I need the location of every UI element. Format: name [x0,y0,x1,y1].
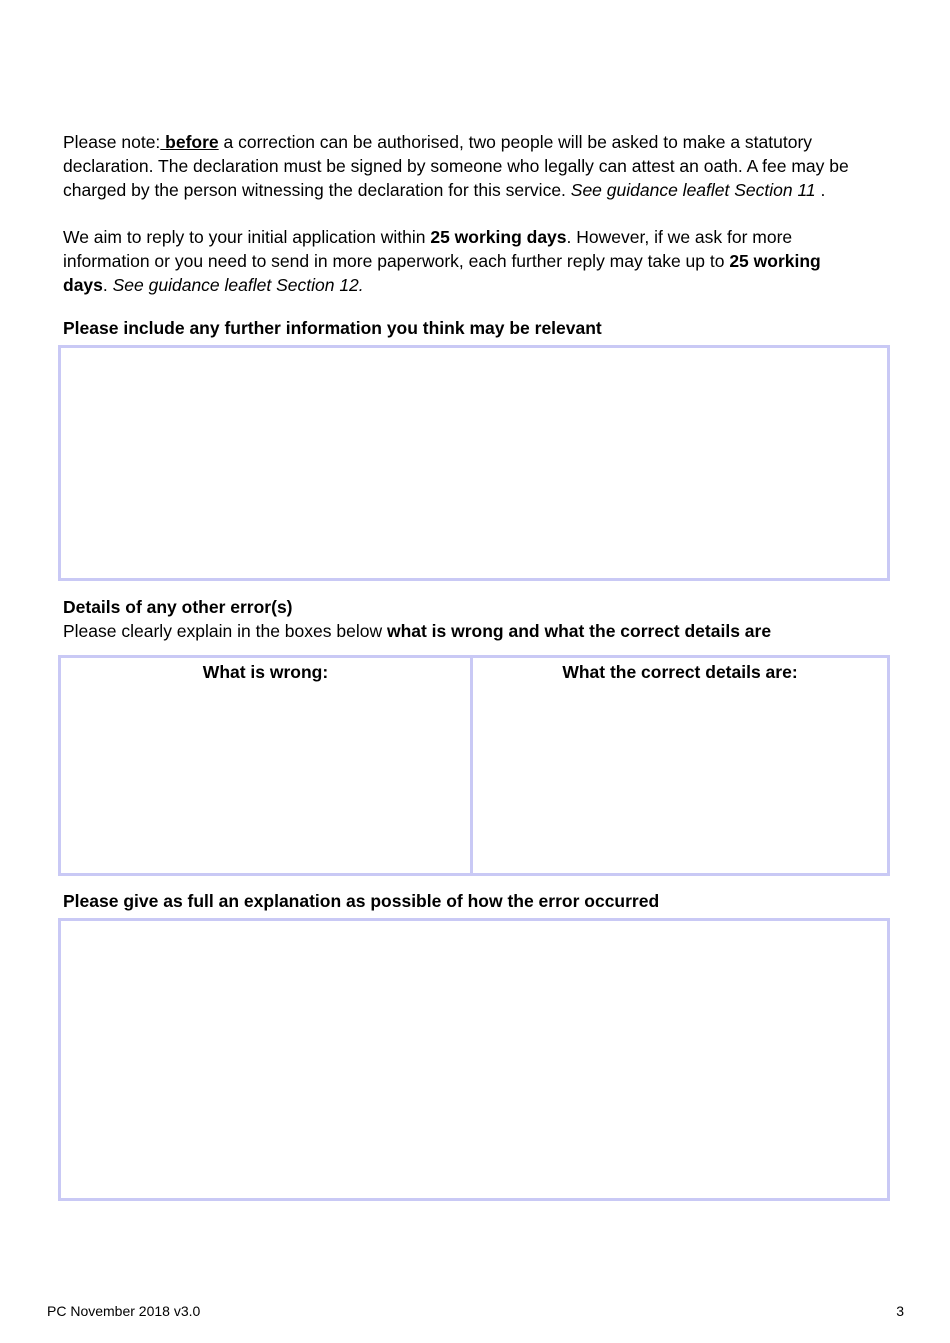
correct-details-label: What the correct details are: [562,662,798,682]
aim-text-1: We aim to reply to your initial application within [63,227,431,247]
aim-text-3: . [102,275,113,295]
footer-version: PC November 2018 v3.0 [47,1303,201,1319]
note-body: a correction can be authorised, two people will be asked to make a statutory declaration. The declaration must be signed by someone who legally can attest an oath. A fee may be charged by the person witnessing the declaration for this service. [63,132,849,200]
instruction-bold: what is wrong and what the correct details are [386,621,772,641]
correct-details-field[interactable] [473,658,887,873]
aim-bold-1: 25 working days [430,227,567,247]
explanation-field[interactable] [58,918,890,1201]
note-before-emphasis: before [160,132,219,152]
note-guidance-reference: See guidance leaflet Section 11 [570,180,816,200]
statutory-declaration-note [63,130,863,202]
other-errors-instruction [63,619,771,643]
further-info-field[interactable] [58,345,890,581]
instruction-prefix: Please clearly explain in the boxes below [63,621,387,641]
what-is-wrong-field[interactable] [61,658,473,873]
reply-time-note [63,225,863,297]
further-info-heading: Please include any further information you think may be relevant [63,318,602,338]
error-details-table [58,655,890,876]
note-prefix: Please note: [63,132,161,152]
page-number: 3 [896,1303,904,1319]
note-end: . [815,180,826,200]
aim-bold-2: 25 working days [63,251,821,295]
other-errors-heading: Details of any other error(s) [63,597,293,617]
explanation-heading: Please give as full an explanation as possible of how the error occurred [63,891,660,911]
what-is-wrong-label: What is wrong: [202,662,329,682]
aim-guidance-reference: See guidance leaflet Section 12. [112,275,364,295]
aim-text-2: . However, if we ask for more information or you need to send in more paperwork, each further reply may take up to [63,227,793,271]
